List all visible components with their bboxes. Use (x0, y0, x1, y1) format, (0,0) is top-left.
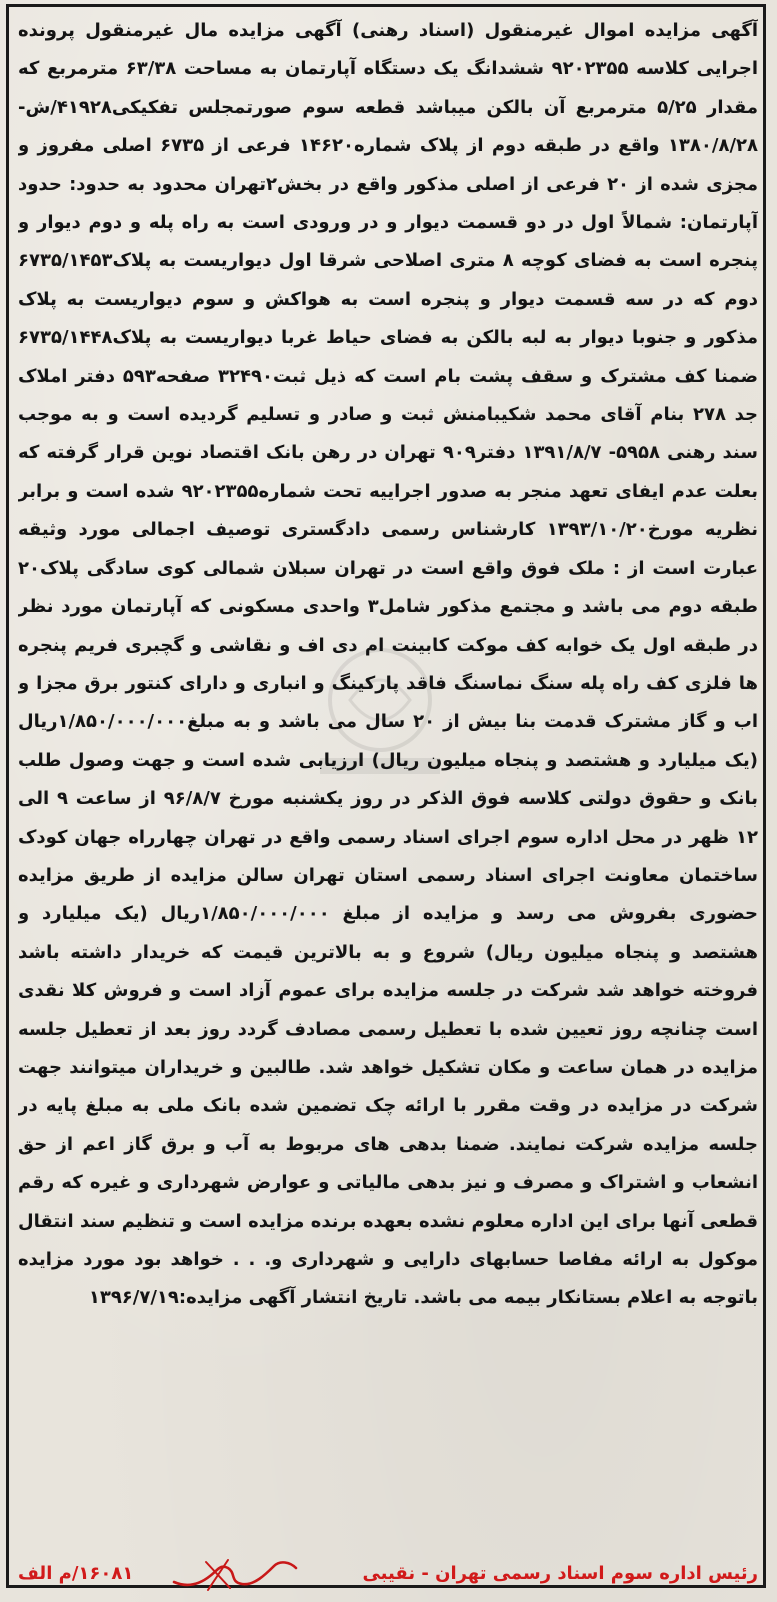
notice-footer (18, 1556, 758, 1590)
notice-code: ۱۶۰۸۱/م الف (18, 1562, 134, 1584)
notice-body: آگهی مزایده اموال غیرمنقول (اسناد رهنی) آگهی مزایده مال غیرمنقول پرونده اجرایی کلاسه ۹۲۰۲۳۵۵ ششدانگ یک دستگاه آپارتمان به مساحت ۶۳/۳۸ مترمربع که مقدار ۵/۲۵ مترمربع آن بالکن میباشد قطعه سوم صورتمجلس تفکیکی۴۱۹۲۸/ش- ۱۳۸۰/۸/۲۸ واقع در طبقه دوم از پلاک شماره۱۴۶۲۰ فرعی از ۶۷۳۵ اصلی مفروز و مجزی شده از ۲۰ فرعی از اصلی مذکور واقع در بخش۲تهران محدود به حدود: حدود آپارتمان: شمالاً اول در دو قسمت دیوار و در ورودی است به راه پله و دوم دیوار و پنجره است به فضای کوچه ۸ متری اصلاحی شرقا اول دیواریست به پلاک۶۷۳۵/۱۴۵۳ دوم که در سه قسمت دیوار و پنجره است به هواکش و سوم دیواریست به پلاک مذکور و جنوبا دیوار به لبه بالکن به فضای حیاط غربا دیواریست به پلاک۶۷۳۵/۱۴۴۸ ضمنا کف مشترک و سقف پشت بام است که ذیل ثبت۳۲۴۹۰ صفحه۵۹۳ دفتر املاک جد ۲۷۸ بنام آقای محمد شکیبامنش ثبت و صادر و تسلیم گردیده است و به موجب سند رهنی ۵۹۵۸- ۱۳۹۱/۸/۷ دفتر۹۰۹ تهران در رهن بانک اقتصاد نوین قرار گرفته که بعلت عدم ایفای تعهد منجر به صدور اجراییه تحت شماره۹۲۰۲۳۵۵ شده است و برابر نظریه مورخ۱۳۹۳/۱۰/۲۰ کارشناس رسمی دادگستری توصیف اجمالی مورد وثیقه عبارت است از : ملک فوق واقع است در تهران سبلان شمالی کوی سادگی پلاک۲۰ طبقه دوم می باشد و مجتمع مذکور شامل۳ واحدی مسکونی که آپارتمان مورد نظر در طبقه اول یک خوابه کف موکت کابینت ام دی اف و نقاشی و گچبری فریم پنجره ها فلزی کف راه پله سنگ نماسنگ فاقد پارکینگ و انباری و دارای کنتور برق مجزا و اب و گاز مشترک قدمت بنا بیش از ۲۰ سال می باشد و به مبلغ۱/۸۵۰/۰۰۰/۰۰۰ریال (یک میلیارد و هشتصد و پنجاه میلیون ریال) ارزیابی شده است و جهت وصول طلب بانک و حقوق دولتی کلاسه فوق الذکر در روز یکشنبه مورخ ۹۶/۸/۷ از ساعت ۹ الی ۱۲ ظهر در محل اداره سوم اجرای اسناد رسمی واقع در تهران چهارراه جهان کودک ساختمان معاونت اجرای اسناد رسمی استان تهران سالن مزایده از طریق مزایده حضوری بفروش می رسد و مزایده از مبلغ ۱/۸۵۰/۰۰۰/۰۰۰ریال (یک میلیارد و هشتصد و پنجاه میلیون ریال) شروع و به بالاترین قیمت که خریدار داشته باشد فروخته خواهد شد شرکت در جلسه مزایده برای عموم آزاد است و فروش کلا نقدی است چنانچه روز تعیین شده با تعطیل رسمی مصادف گردد روز بعد از تعطیل جلسه مزایده در همان ساعت و مکان تشکیل خواهد شد. طالبین و خریداران میتوانند جهت شرکت در مزایده در وقت مقرر با ارائه چک تضمین شده بانک ملی به مبلغ پایه در جلسه مزایده شرکت نمایند. ضمنا بدهی های مربوط به آب و برق گاز اعم از حق انشعاب و اشتراک و مصرف و نیز بدهی مالیاتی و عوارض شهرداری و غیره که رقم قطعی آنها برای این اداره معلوم نشده بعهده برنده مزایده است و تنظیم سند انتقال موکول به ارائه مفاصا حسابهای دارایی و شهرداری و. . . خواهد بود مورد مزایده باتوجه به اعلام بستانکار بیمه می باشد. تاریخ انتشار آگهی مزایده:۱۳۹۶/۷/۱۹ (18, 20, 758, 1309)
issuer-signature-line: رئیس اداره سوم اسناد رسمی تهران - نقیبی (362, 1562, 758, 1584)
auction-notice-text (18, 12, 758, 1552)
